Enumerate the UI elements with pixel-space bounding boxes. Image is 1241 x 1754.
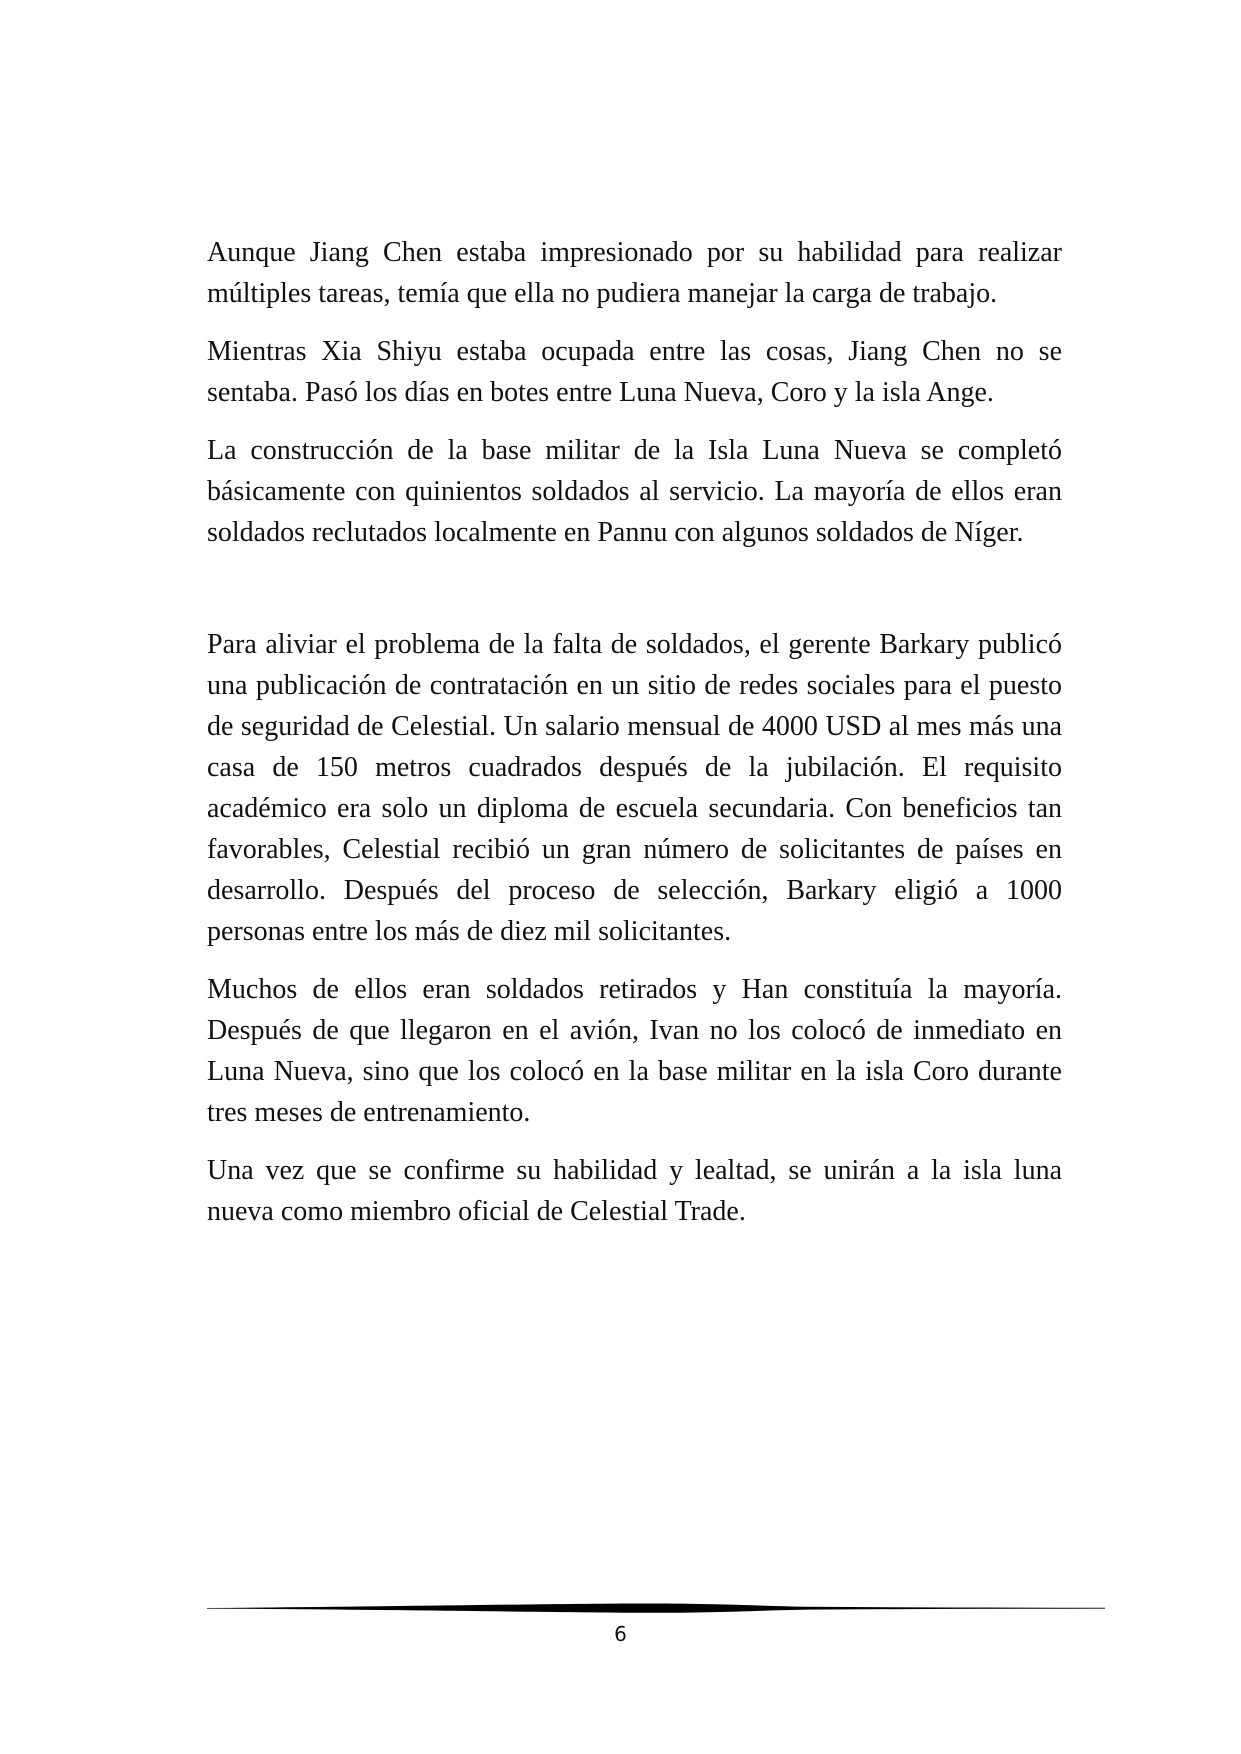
paragraph-6: Una vez que se confirme su habilidad y lealtad, se unirán a la isla luna nueva como miembro oficial de Celestial Trade.: [207, 1155, 1062, 1227]
paragraph-3: La construcción de la base militar de la Isla Luna Nueva se completó básicamente con quinientos soldados al servicio. La mayoría de ellos eran soldados reclutados localmente en Pannu con algunos soldados de Níger.: [207, 435, 1062, 548]
footer-divider: [207, 1601, 1105, 1615]
paragraph-4: Para aliviar el problema de la falta de soldados, el gerente Barkary publicó una publicación de contratación en un sitio de redes sociales para el puesto de seguridad de Celestial. Un salario mensual de 4000 USD al mes más una casa de 150 metros cuadrados después de la jubilación. El requisito académico era solo un diploma de escuela secundaria. Con beneficios tan favorables, Celestial recibió un gran número de solicitantes de países en desarrollo. Después del proceso de selección, Barkary eligió a 1000 personas entre los más de diez mil solicitantes.: [207, 629, 1062, 947]
paragraph-1: Aunque Jiang Chen estaba impresionado por su habilidad para realizar múltiples tareas, temía que ella no pudiera manejar la carga de trabajo.: [207, 237, 1062, 309]
page-number: 6: [614, 1622, 627, 1646]
body-text: [207, 232, 1062, 1249]
paragraph-5: Muchos de ellos eran soldados retirados y Han constituía la mayoría. Después de que llegaron en el avión, Ivan no los colocó de inmediato en Luna Nueva, sino que los colocó en la base militar en la isla Coro durante tres meses de entrenamiento.: [207, 974, 1062, 1128]
paragraph-2: Mientras Xia Shiyu estaba ocupada entre las cosas, Jiang Chen no se sentaba. Pasó los días en botes entre Luna Nueva, Coro y la isla Ange.: [207, 336, 1062, 408]
